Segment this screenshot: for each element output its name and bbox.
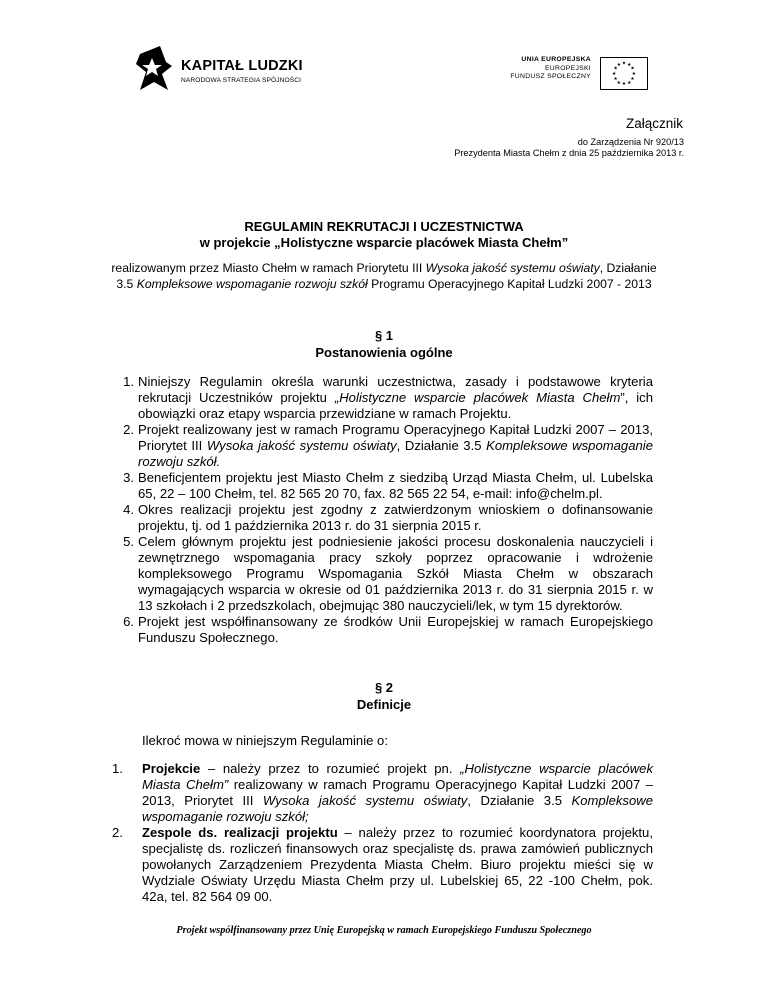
section1-number: § 1 <box>374 328 394 343</box>
intro-line2: 3.5 Kompleksowe wspomaganie rozwoju szkół Programu Operacyjnego Kapitał Ludzki 2007 - 2013 <box>116 277 652 291</box>
kapital-ludzki-title: KAPITAŁ LUDZKI <box>181 58 303 74</box>
attachment-line2: Prezydenta Miasta Chełm z dnia 25 października 2013 r. <box>454 148 684 158</box>
list-item: 6. Projekt jest współfinansowany ze środków Unii Europejskiej w ramach Europejskiego Funduszu Społecznego. <box>123 614 653 645</box>
svg-text:★: ★ <box>616 62 621 68</box>
list-item: 2. Projekt realizowany jest w ramach Programu Operacyjnego Kapitał Ludzki 2007 – 2013, Priorytet III Wysoka jakość systemu oświaty, Działanie 3.5 Kompleksowe wspomaganie rozwoju szkół. <box>123 422 653 469</box>
section2-list <box>112 761 653 905</box>
document-title: REGULAMIN REKRUTACJI I UCZESTNICTWA <box>244 219 524 234</box>
list-item: 3. Beneficjentem projektu jest Miasto Chełm z siedzibą Urząd Miasta Chełm, ul. Lubelska 65, 22 – 100 Chełm, tel. 82 565 20 70, fax. 82 565 22 54, e-mail: info@chelm.pl. <box>123 470 653 501</box>
eu-logo-line3: FUNDUSZ SPOŁECZNY <box>510 73 591 80</box>
svg-text:★: ★ <box>613 77 618 83</box>
eu-logo-line2: EUROPEJSKI <box>544 64 591 72</box>
kapital-ludzki-logo <box>136 44 336 100</box>
svg-text:★: ★ <box>613 66 618 72</box>
svg-text:★: ★ <box>631 71 636 77</box>
list-item: 1. Projekcie – należy przez to rozumieć projekt pn. „Holistyczne wsparcie placówek Miasta Chełm” realizowany w ramach Programu Operacyjnego Kapitał Ludzki 2007 – 2013, Priorytet III Wysoka jakość systemu oświaty, Działanie 3.5 Kompleksowe wspomaganie rozwoju szkół; <box>112 761 653 824</box>
svg-text:★: ★ <box>621 61 627 67</box>
svg-text:★: ★ <box>630 77 635 83</box>
section2-title: Definicje <box>356 697 412 712</box>
svg-text:★: ★ <box>616 80 621 86</box>
svg-text:★: ★ <box>627 62 632 68</box>
attachment-title: Załącznik <box>625 116 683 131</box>
page-footer: Projekt współfinansowany przez Unię Europejską w ramach Europejskiego Funduszu Społecznego <box>176 925 592 936</box>
list-item: 5. Celem głównym projektu jest podniesienie jakości procesu doskonalenia nauczycieli i zewnętrznego wspomagania pracy szkoły poprzez opracowanie i wdrożenie kompleksowego Programu Wspomagania Szkół Miasta Chełm w obszarach wymagających wsparcia w okresie od 01 października 2013 r. do 31 sierpnia 2015 r. w 13 szkołach i 2 przedszkolach, obejmując 380 nauczycieli/lek, w tym 15 dyrektorów. <box>123 534 653 613</box>
svg-text:★: ★ <box>612 71 617 77</box>
section2-number: § 2 <box>374 680 394 695</box>
eu-flag-icon <box>600 57 648 90</box>
svg-text:★: ★ <box>621 82 627 88</box>
eu-logo-line1: UNIA EUROPEJSKA <box>521 56 591 63</box>
kapital-ludzki-star-icon <box>136 44 174 92</box>
document-subtitle: w projekcie „Holistyczne wsparcie placówek Miasta Chełm” <box>199 235 569 250</box>
list-item: 1. Niniejszy Regulamin określa warunki uczestnictwa, zasady i podstawowe kryteria rekrutacji Uczestników projektu „Holistyczne wsparcie placówek Miasta Chełm”, ich obowiązki oraz etapy wsparcia przewidziane w ramach Projektu. <box>123 374 653 421</box>
eu-logo <box>498 56 648 92</box>
attachment-line1: do Zarządzenia Nr 920/13 <box>577 137 684 147</box>
list-item: 2. Zespole ds. realizacji projektu – należy przez to rozumieć koordynatora projektu, specjalistę ds. rozliczeń finansowych oraz specjalistę ds. prawa zamówień publicznych powołanych Zarządzeniem Prezydenta Miasta Chełm. Biuro projektu mieści się w Wydziale Oświaty Urzędu Miasta Chełm przy ul. Lubelskiej 65, 22 -100 Chełm, pok. 42a, tel. 82 564 09 00. <box>112 825 653 904</box>
section1-list <box>112 374 653 646</box>
svg-text:★: ★ <box>630 66 635 72</box>
section1-title: Postanowienia ogólne <box>315 345 453 360</box>
definitions-intro: Ilekroć mowa w niniejszym Regulaminie o: <box>142 733 388 748</box>
svg-text:★: ★ <box>627 80 632 86</box>
kapital-ludzki-subtitle: NARODOWA STRATEGIA SPÓJNOŚCI <box>181 77 302 84</box>
list-item: 4. Okres realizacji projektu jest zgodny z zatwierdzonym wnioskiem o dofinansowanie projektu, tj. od 1 października 2013 r. do 31 sierpnia 2015 r. <box>123 502 653 533</box>
intro-line1: realizowanym przez Miasto Chełm w ramach Priorytetu III Wysoka jakość systemu oświaty, Działanie <box>111 261 657 275</box>
